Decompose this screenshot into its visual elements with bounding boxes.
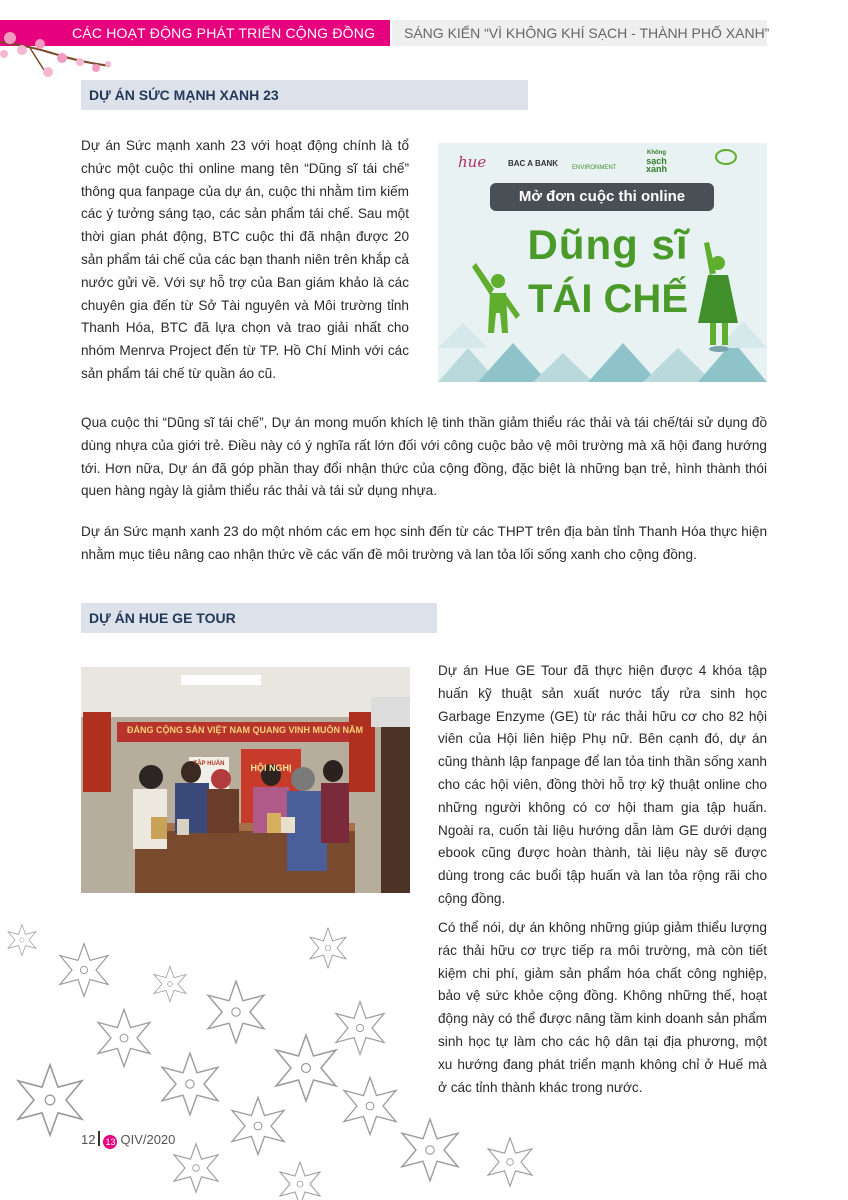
logo-sach-line2: sạch	[646, 156, 667, 166]
section-heading-text: DỰ ÁN SỨC MẠNH XANH 23	[89, 87, 279, 103]
header-left-title: CÁC HOẠT ĐỘNG PHÁT TRIỂN CỘNG ĐỒNG	[72, 25, 376, 41]
photo-board-sub: TẬP HUẤN	[193, 761, 225, 767]
logo-environment: ENVIRONMENT	[572, 165, 617, 171]
logo-sach-line3: xanh	[646, 164, 668, 174]
page-footer	[81, 1131, 175, 1149]
section-heading-suc-manh-xanh	[81, 80, 528, 110]
page-number: 12	[81, 1132, 96, 1147]
logo-sach-xanh	[646, 149, 667, 173]
header-right-title: SÁNG KIẾN “VÌ KHÔNG KHÍ SẠCH - THÀNH PHỐ XANH”	[404, 25, 770, 41]
contest-poster-image	[438, 143, 767, 382]
flower-outline-decoration	[0, 900, 560, 1200]
section-heading-hue-ge-tour	[81, 603, 437, 633]
footer-divider	[98, 1131, 100, 1146]
section1-paragraph-2: Qua cuộc thi “Dũng sĩ tái chế”, Dự án mong muốn khích lệ tinh thần giảm thiểu rác thải và tái chế/tái sử dụng đồ dùng nhựa của giới trẻ. Điều này có ý nghĩa rất lớn đối với công cuộc bảo vệ môi trường mà xã hội đang hướng tới. Hơn nữa, Dự án đã góp phần thay đổi nhận thức của cộng đồng, đặc biệt là những bạn trẻ, hình thành thói quen hàng ngày là giảm thiểu rác thải và tái sử dụng nhựa.	[81, 415, 767, 499]
poster-banner-text: Mở đơn cuộc thi online	[518, 188, 686, 205]
issue-period: QIV/2020	[120, 1132, 176, 1147]
training-session-photo	[81, 667, 410, 893]
issue-number-badge: 13	[105, 1137, 116, 1147]
poster-title-line2: TÁI CHẾ	[528, 277, 688, 321]
photo-wall-banner-text: ĐẢNG CỘNG SẢN VIỆT NAM QUANG VINH MUÔN NĂM	[127, 725, 363, 735]
photo-board-title: HỘI NGHỊ	[250, 763, 292, 773]
section2-paragraph-1: Dự án Hue GE Tour đã thực hiện được 4 khóa tập huấn kỹ thuật sản xuất nước tẩy rửa sinh học Garbage Enzyme (GE) từ rác thải hữu cơ cho 82 hội viên của Hội liên hiệp Phụ nữ. Bên cạnh đó, dự án cũng thành lập fanpage để lan tỏa tinh thần sống xanh cho các hội viên, đồng thời hỗ trợ kỹ thuật online cho những người không có cơ hội tham gia tập huấn. Ngoài ra, cuốn tài liệu hướng dẫn làm GE dưới dạng ebook cũng được hoàn thành, tài liệu này sẽ được dùng trong các buổi tập huấn và lan tỏa rộng rãi cho cộng đồng.	[438, 663, 767, 906]
section-heading-text: DỰ ÁN HUE GE TOUR	[89, 610, 236, 626]
section1-paragraph-1: Dự án Sức mạnh xanh 23 với hoạt động chính là tổ chức một cuộc thi online mang tên “Dũng sĩ tái chế” thông qua fanpage của dự án, cuộc thi nhằm tìm kiếm các ý tưởng sáng tạo, các sản phẩm tái chế. Sau một thời gian phát động, BTC cuộc thi đã nhận được 20 sản phẩm tái chế của các bạn thanh niên trên khắp cả nước gửi về. Với sự hỗ trợ của Ban giám khảo là các chuyên gia đến từ Sở Tài nguyên và Môi trường tỉnh Thanh Hóa, BTC đã lựa chọn và trao giải nhất cho nhóm Menrva Project đến từ TP. Hồ Chí Minh với các sản phẩm tái chế từ quần áo cũ.	[81, 138, 409, 381]
section2-paragraph-2: Có thể nói, dự án không những giúp giảm thiểu lượng rác thải hữu cơ trực tiếp ra môi trường, mà còn tiết kiệm chi phí, giảm sản phẩm hóa chất công nghiệp, bảo vệ sức khỏe cộng đồng. Không những thế, hoạt động này có thể được nâng tầm kinh doanh sản phẩm sinh học tự làm cho các hộ dân tại địa phương, một xu hướng đang phát triển mạnh không chỉ ở Huế mà ở các tỉnh thành khác trong nước.	[438, 920, 767, 1095]
cherry-blossom-decoration	[0, 24, 120, 84]
header-right-bar	[390, 20, 770, 46]
logo-sach-line1: Không	[647, 150, 666, 156]
poster-title-line1: Dũng sĩ	[527, 221, 689, 268]
logo-bac-a-bank: BAC A BANK	[508, 159, 559, 168]
logo-hue: hue	[458, 153, 487, 171]
section1-paragraph-3: Dự án Sức mạnh xanh 23 do một nhóm các em học sinh đến từ các THPT trên địa bàn tỉnh Thanh Hóa thực hiện nhằm mục tiêu nâng cao nhận thức về các vấn đề môi trường và lan tỏa lối sống xanh cho cộng đồng.	[81, 524, 767, 562]
